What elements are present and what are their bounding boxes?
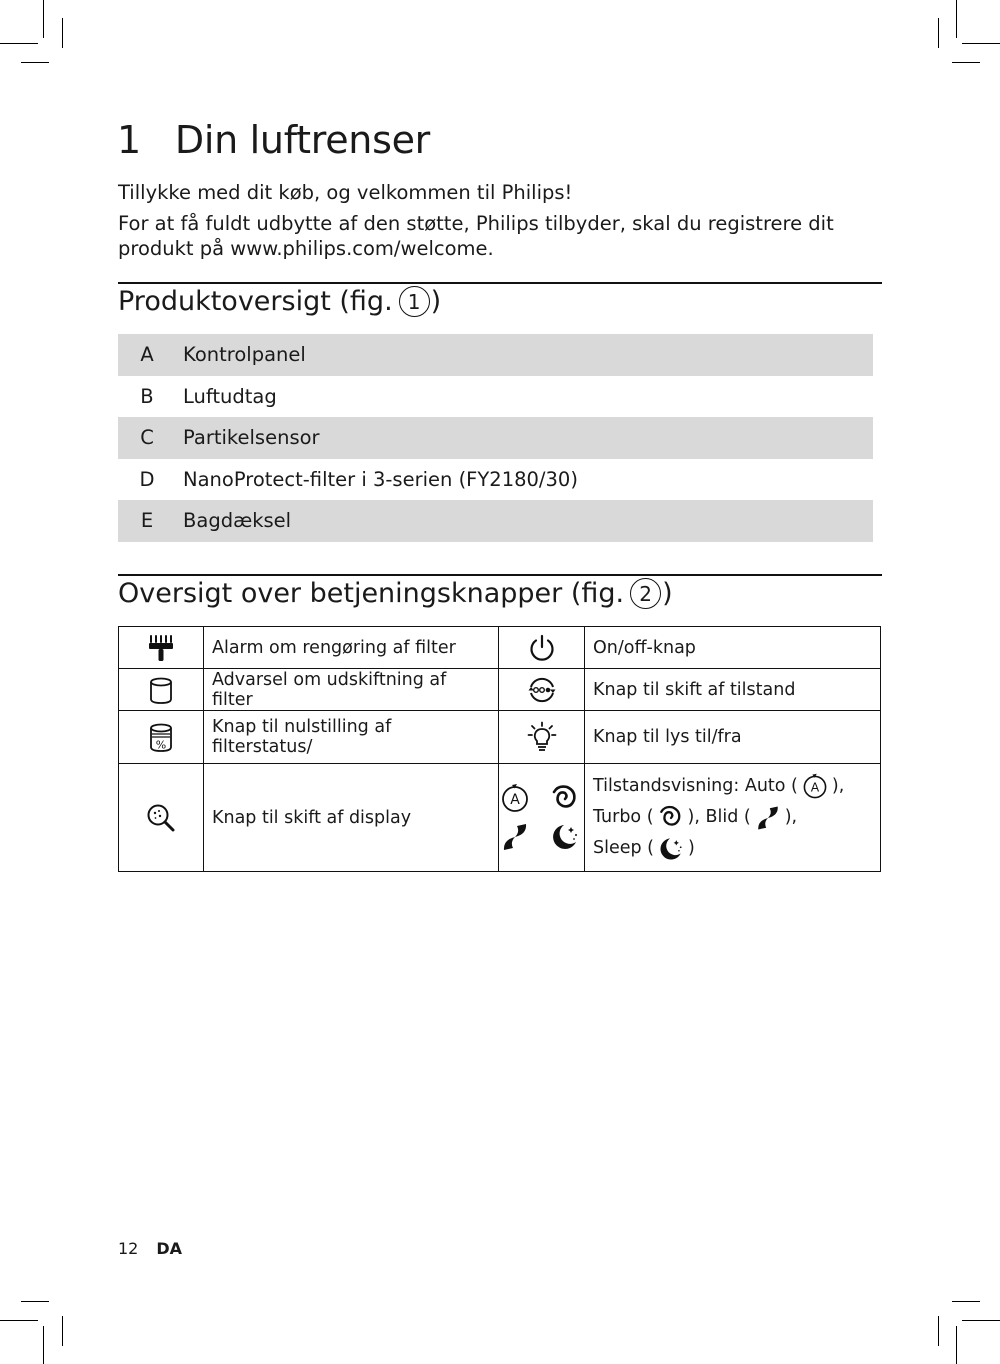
table-row bbox=[119, 669, 881, 711]
crop-mark bbox=[952, 1301, 980, 1302]
crop-mark bbox=[21, 1301, 49, 1302]
list-item bbox=[118, 334, 873, 376]
part-label: Luftudtag bbox=[183, 384, 277, 408]
part-label: Kontrolpanel bbox=[183, 343, 306, 367]
control-description: Knap til nulstilling af filterstatus/ bbox=[204, 711, 499, 764]
intro-text bbox=[118, 180, 888, 267]
filter-replace-icon bbox=[146, 675, 176, 705]
turbo-mode-icon bbox=[548, 782, 582, 816]
crop-mark bbox=[0, 43, 38, 44]
percent-symbol: % bbox=[155, 738, 167, 752]
crop-mark bbox=[938, 18, 939, 48]
figure-number-badge: 2 bbox=[630, 578, 661, 609]
crop-mark bbox=[43, 1326, 44, 1364]
mode-indicators bbox=[499, 782, 584, 854]
list-item bbox=[118, 459, 873, 501]
list-item bbox=[118, 376, 873, 418]
control-description: Alarm om rengøring af filter bbox=[204, 627, 499, 669]
mode-switch-icon bbox=[526, 674, 558, 706]
crop-mark bbox=[938, 1316, 939, 1346]
control-description: On/off-knap bbox=[585, 627, 881, 669]
controls-overview-title: Oversigt over betjeningsknapper (fig. 2 ) bbox=[118, 578, 673, 609]
table-row bbox=[119, 711, 881, 764]
display-switch-icon bbox=[145, 802, 177, 834]
control-description: Knap til lys til/fra bbox=[585, 711, 881, 764]
auto-mode-letter: A bbox=[810, 779, 820, 794]
crop-mark bbox=[952, 62, 980, 63]
filter-cleaning-icon bbox=[146, 633, 176, 663]
figure-number-badge: 1 bbox=[399, 286, 430, 317]
crop-mark bbox=[0, 1320, 38, 1321]
part-label: NanoProtect-filter i 3-serien (FY2180/30) bbox=[183, 467, 578, 491]
power-icon bbox=[527, 633, 557, 663]
section-divider bbox=[118, 574, 882, 576]
page-footer bbox=[118, 1239, 182, 1258]
part-label: Partikelsensor bbox=[183, 426, 320, 450]
part-letter: E bbox=[140, 509, 154, 533]
intro-line: Tillykke med dit køb, og velkommen til Philips! bbox=[118, 181, 573, 204]
chapter-title: Din luftrenser bbox=[174, 118, 430, 162]
table-row bbox=[119, 764, 881, 872]
crop-mark bbox=[62, 1316, 63, 1346]
crop-mark bbox=[21, 62, 49, 63]
product-parts-list bbox=[118, 334, 873, 542]
auto-mode-icon bbox=[498, 782, 532, 816]
mode-display-description: Tilstandsvisning: Auto ( A ), Turbo ( ), Blid ( ), Sleep ( ) bbox=[585, 764, 881, 872]
page-title bbox=[117, 118, 430, 162]
control-description: Knap til skift af tilstand bbox=[585, 669, 881, 711]
controls-table bbox=[118, 626, 881, 872]
crop-mark bbox=[962, 1320, 1000, 1321]
gentle-mode-icon bbox=[753, 803, 783, 833]
list-item bbox=[118, 500, 873, 542]
page-number: 12 bbox=[118, 1239, 139, 1258]
crop-mark bbox=[62, 18, 63, 48]
part-label: Bagdæksel bbox=[183, 509, 292, 533]
crop-mark bbox=[962, 43, 1000, 44]
sleep-mode-icon bbox=[548, 820, 582, 854]
gentle-mode-icon bbox=[498, 820, 532, 854]
chapter-number: 1 bbox=[117, 118, 141, 162]
filter-reset-icon bbox=[146, 720, 176, 754]
part-letter: A bbox=[140, 343, 154, 367]
part-letter: D bbox=[139, 467, 155, 491]
control-description: Knap til skift af display bbox=[204, 764, 499, 872]
list-item bbox=[118, 417, 873, 459]
sleep-mode-icon bbox=[656, 834, 686, 864]
part-letter: B bbox=[140, 384, 154, 408]
intro-line: For at få fuldt udbytte af den støtte, Philips tilbyder, skal du registrere dit produkt på www.philips.com/welcome. bbox=[118, 212, 834, 260]
crop-mark bbox=[956, 1326, 957, 1364]
auto-mode-letter: A bbox=[509, 791, 520, 808]
crop-mark bbox=[956, 0, 957, 38]
crop-mark bbox=[43, 0, 44, 38]
light-icon bbox=[527, 721, 557, 753]
product-overview-title: Produktoversigt (fig. 1 ) bbox=[118, 286, 442, 317]
section-divider bbox=[118, 282, 882, 284]
control-description: Advarsel om udskiftning af filter bbox=[204, 669, 499, 711]
language-code: DA bbox=[156, 1239, 183, 1258]
auto-mode-icon bbox=[800, 772, 830, 802]
turbo-mode-icon bbox=[656, 803, 686, 833]
part-letter: C bbox=[140, 426, 154, 450]
table-row bbox=[119, 627, 881, 669]
